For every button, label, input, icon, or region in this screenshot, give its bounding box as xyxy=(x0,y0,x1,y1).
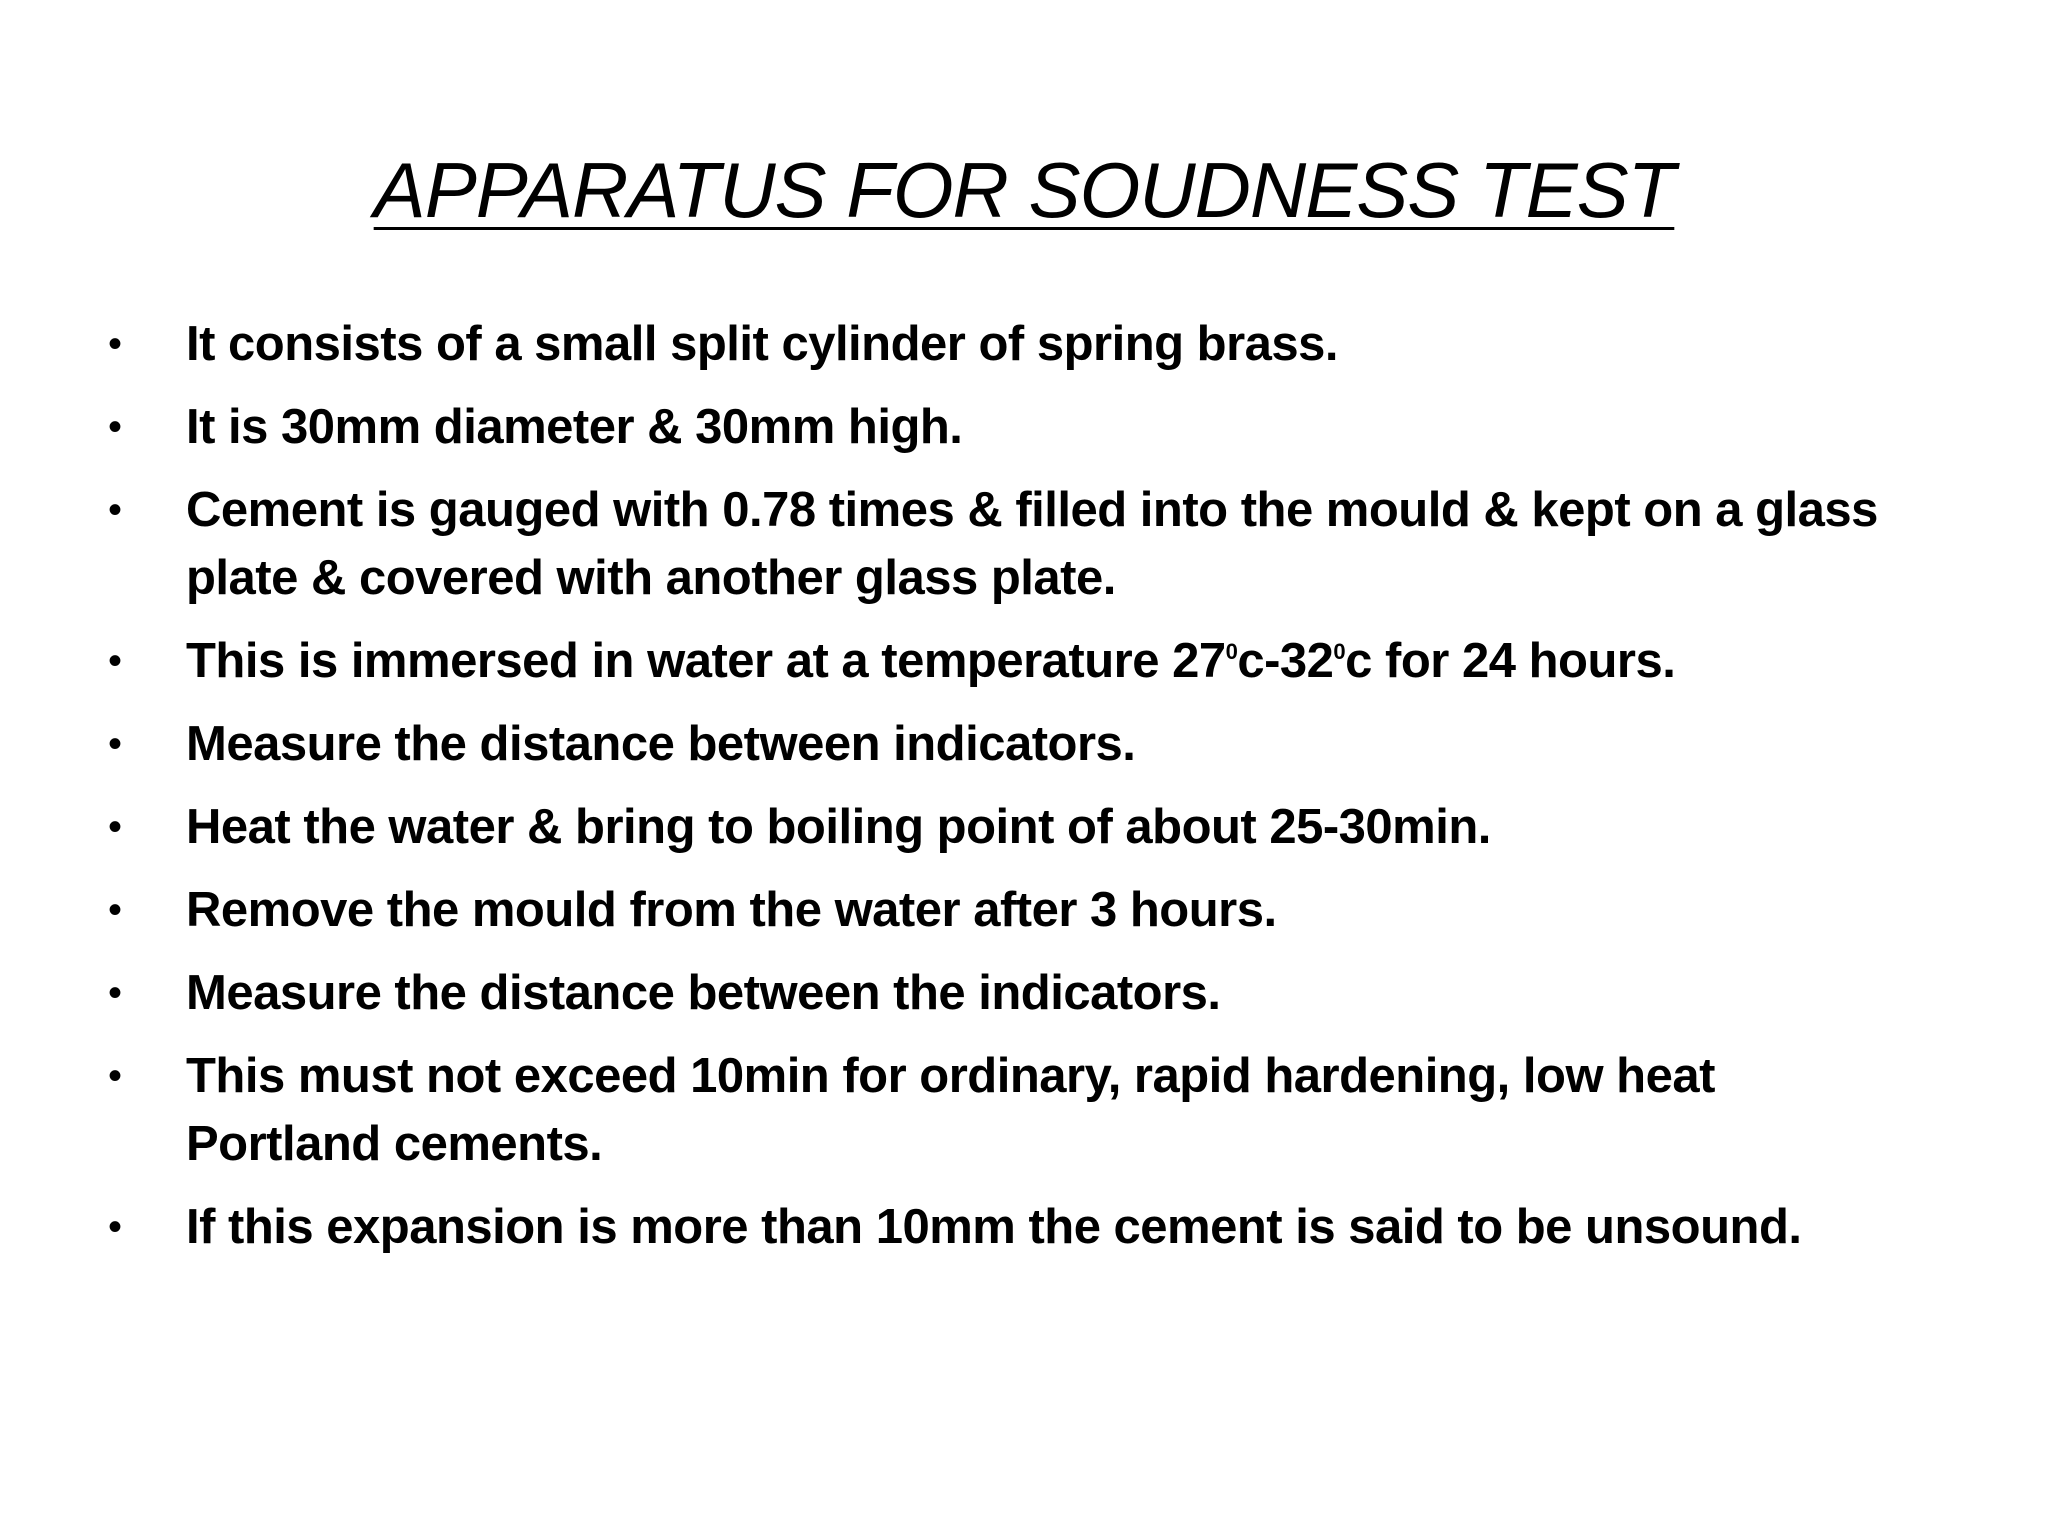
bullet-item xyxy=(108,959,1908,1027)
bullet-icon: • xyxy=(108,405,122,449)
bullet-item xyxy=(108,710,1908,778)
degree-superscript: 0 xyxy=(1333,639,1346,664)
bullet-icon: • xyxy=(108,805,122,849)
slide-title: APPARATUS FOR SOUDNESS TEST xyxy=(373,146,1675,234)
bullet-text: Measure the distance between indicators. xyxy=(186,717,1136,771)
bullet-item xyxy=(108,1193,1908,1261)
bullet-icon: • xyxy=(108,322,122,366)
bullet-list xyxy=(108,310,1908,1276)
bullet-text: Remove the mould from the water after 3 hours. xyxy=(186,883,1277,937)
bullet-text: It consists of a small split cylinder of spring brass. xyxy=(186,317,1339,371)
bullet-text: It is 30mm diameter & 30mm high. xyxy=(186,400,963,454)
bullet-icon: • xyxy=(108,1054,122,1098)
bullet-text: If this expansion is more than 10mm the cement is said to be unsound. xyxy=(186,1200,1802,1254)
bullet-item xyxy=(108,1042,1908,1178)
bullet-icon: • xyxy=(108,722,122,766)
bullet-icon: • xyxy=(108,1205,122,1249)
bullet-text-part: This is immersed in water at a temperature 27 xyxy=(186,634,1226,688)
bullet-text: This must not exceed 10min for ordinary, rapid hardening, low heat Portland cements. xyxy=(186,1049,1715,1171)
bullet-text-part: c for 24 hours. xyxy=(1345,634,1676,688)
bullet-item xyxy=(108,310,1908,378)
bullet-item xyxy=(108,627,1908,695)
bullet-item xyxy=(108,793,1908,861)
bullet-icon: • xyxy=(108,488,122,532)
bullet-item xyxy=(108,393,1908,461)
degree-superscript: 0 xyxy=(1225,639,1238,664)
bullet-text: Measure the distance between the indicators. xyxy=(186,966,1221,1020)
bullet-text: Heat the water & bring to boiling point of about 25-30min. xyxy=(186,800,1491,854)
bullet-text-part: c-32 xyxy=(1237,634,1334,688)
bullet-text: Cement is gauged with 0.78 times & filled into the mould & kept on a glass plate & covered with another glass plate. xyxy=(186,483,1878,605)
bullet-icon: • xyxy=(108,971,122,1015)
bullet-item xyxy=(108,876,1908,944)
bullet-item xyxy=(108,476,1908,612)
bullet-text-temperature xyxy=(186,634,1675,688)
bullet-icon: • xyxy=(108,639,122,683)
bullet-icon: • xyxy=(108,888,122,932)
